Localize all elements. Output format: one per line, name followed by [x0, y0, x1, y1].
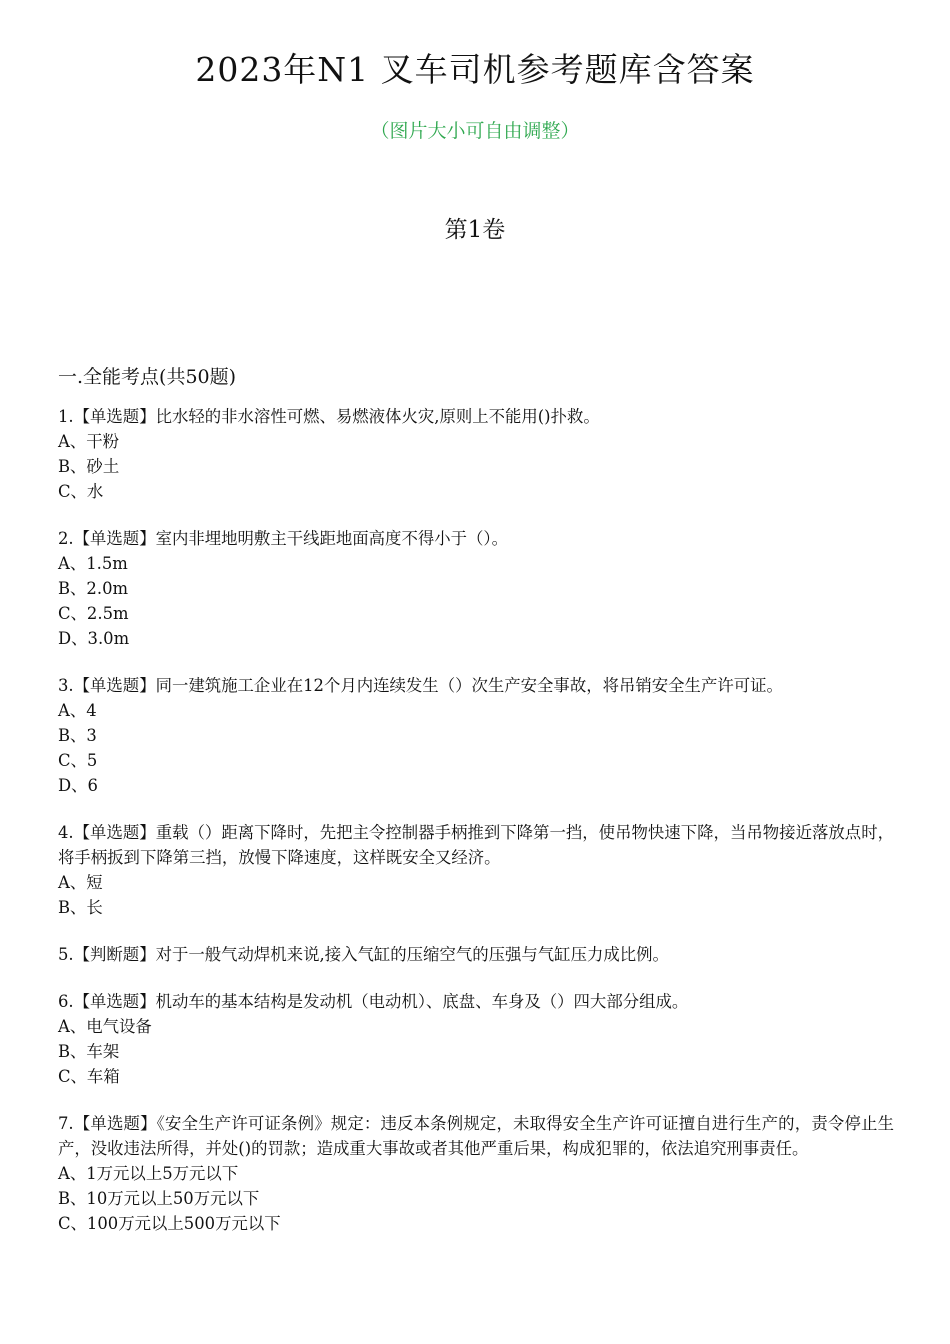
- answer-option: B、2.0m: [58, 579, 129, 598]
- answer-option: C、5: [58, 751, 98, 770]
- answer-option: A、1.5m: [58, 554, 128, 573]
- answer-option: B、砂土: [58, 457, 120, 476]
- answer-option: A、1万元以上5万元以下: [58, 1164, 239, 1183]
- question-text: 2.【单选题】室内非埋地明敷主干线距地面高度不得小于（）。: [58, 529, 508, 548]
- answer-option: B、10万元以上50万元以下: [58, 1189, 260, 1208]
- answer-option: C、2.5m: [58, 604, 129, 623]
- question-text: 7.【单选题】《安全生产许可证条例》规定：违反本条例规定，未取得安全生产许可证擅自进行生产的，责令停止生产，没收违法所得，并处()的罚款；造成重大事故或者其他严重后果，构成犯罪的，依法追究刑事责任。: [58, 1114, 894, 1158]
- answer-option: A、4: [58, 701, 97, 720]
- question-text: 3.【单选题】同一建筑施工企业在12个月内连续发生（）次生产安全事故，将吊销安全生产许可证。: [58, 676, 783, 695]
- question-text: 1.【单选题】比水轻的非水溶性可燃、易燃液体火灾,原则上不能用()扑救。: [58, 407, 600, 426]
- question-item: [58, 942, 894, 967]
- document-title: 2023年N1 叉车司机参考题库含答案: [195, 50, 755, 89]
- question-text: 4.【单选题】重载（）距离下降时，先把主令控制器手柄推到下降第一挡，使吊物快速下降，当吊物接近落放点时，将手柄扳到下降第三挡，放慢下降速度，这样既安全又经济。: [58, 823, 894, 867]
- section-heading: 一.全能考点(共50题): [58, 366, 237, 388]
- question-item: [58, 820, 894, 920]
- question-list: [58, 364, 894, 1258]
- answer-option: D、3.0m: [58, 629, 130, 648]
- question-item: [58, 673, 894, 798]
- question-item: [58, 526, 894, 651]
- answer-option: A、短: [58, 873, 103, 892]
- question-item: [58, 989, 894, 1089]
- answer-option: C、水: [58, 482, 104, 501]
- question-item: [58, 404, 894, 504]
- answer-option: B、车架: [58, 1042, 120, 1061]
- answer-option: D、6: [58, 776, 98, 795]
- answer-option: B、长: [58, 898, 103, 917]
- question-item: [58, 1111, 894, 1236]
- answer-option: B、3: [58, 726, 97, 745]
- answer-option: A、干粉: [58, 432, 120, 451]
- question-text: 6.【单选题】机动车的基本结构是发动机（电动机）、底盘、车身及（）四大部分组成。: [58, 992, 689, 1011]
- answer-option: C、100万元以上500万元以下: [58, 1214, 281, 1233]
- answer-option: C、车箱: [58, 1067, 120, 1086]
- question-text: 5.【判断题】对于一般气动焊机来说,接入气缸的压缩空气的压强与气缸压力成比例。: [58, 945, 669, 964]
- volume-label: 第1卷: [444, 217, 506, 243]
- answer-option: A、电气设备: [58, 1017, 152, 1036]
- document-subtitle: （图片大小可自由调整）: [370, 120, 580, 142]
